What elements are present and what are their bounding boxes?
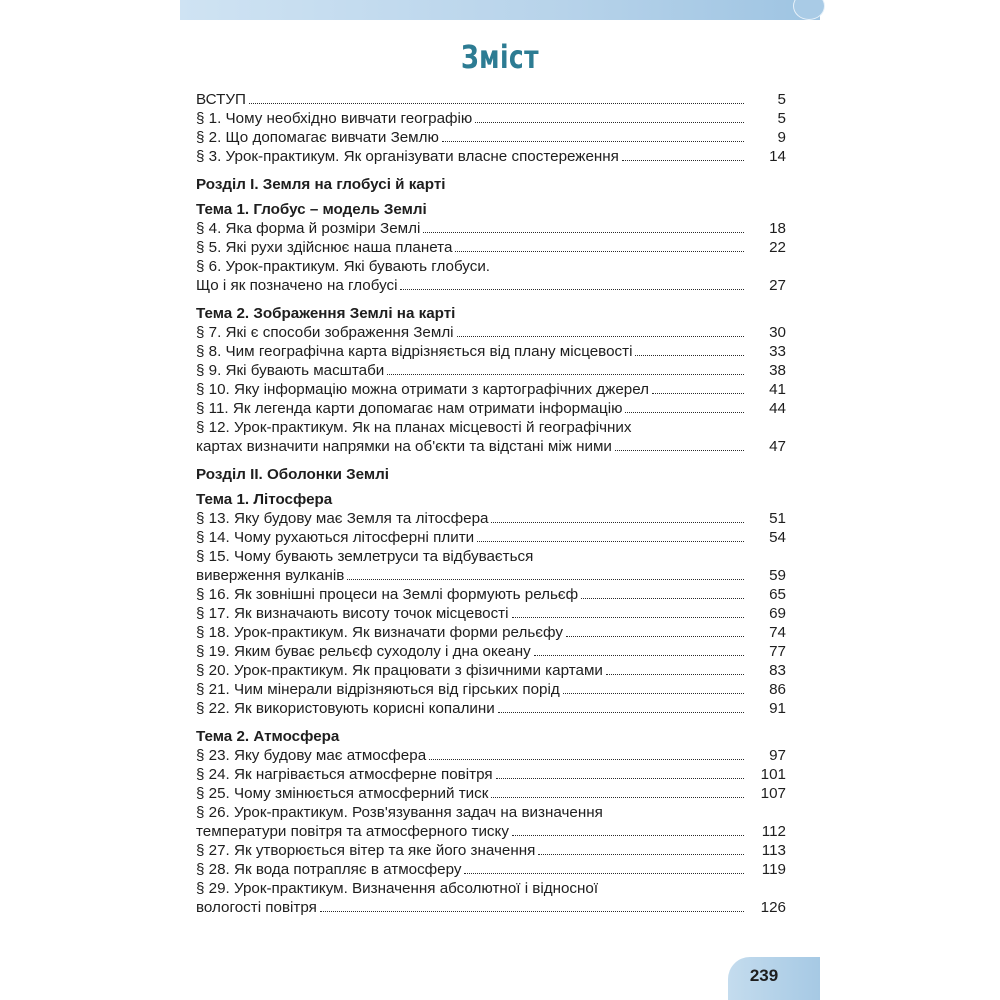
topic-title: Тема 1. Літосфера	[196, 491, 333, 508]
toc-topic-entries	[196, 509, 786, 718]
toc-entry-page: 119	[761, 861, 786, 878]
dot-leader	[635, 342, 744, 356]
toc-topic-entries	[196, 219, 786, 295]
toc-entry	[196, 128, 786, 147]
toc-entry	[196, 604, 786, 623]
toc-entry-text: § 26. Урок-практикум. Розв'язування задач на визначення	[196, 804, 603, 821]
toc-entry-page: 65	[769, 586, 786, 603]
toc-entry	[196, 342, 786, 361]
section-title: Розділ І. Земля на глобусі й карті	[196, 176, 446, 193]
toc-entry	[196, 860, 786, 879]
toc-entry-text: § 3. Урок-практикум. Як організувати власне спостереження	[196, 148, 619, 165]
toc-entry	[196, 585, 786, 604]
toc-entry-text: § 16. Як зовнішні процеси на Землі формують рельєф	[196, 586, 579, 603]
toc-entry	[196, 380, 786, 399]
toc-entry-page: 91	[769, 700, 786, 717]
toc-entry-text: § 23. Яку будову має атмосфера	[196, 747, 427, 764]
toc-entry-page: 59	[769, 567, 786, 584]
toc-entry	[196, 437, 786, 456]
toc-entry-text: § 25. Чому змінюється атмосферний тиск	[196, 785, 489, 802]
toc-entry-page: 113	[761, 842, 786, 859]
toc-entry-text: § 12. Урок-практикум. Як на планах місцевості й географічних	[196, 419, 632, 436]
toc-entry-page: 126	[760, 899, 786, 916]
dot-leader	[534, 642, 744, 656]
toc-entry-text: § 6. Урок-практикум. Які бувають глобуси.	[196, 258, 491, 275]
toc-entry-page: 54	[769, 529, 786, 546]
topic-title: Тема 2. Атмосфера	[196, 728, 340, 745]
section-title: Розділ ІІ. Оболонки Землі	[196, 466, 389, 483]
toc-entry	[196, 219, 786, 238]
topic-title: Тема 1. Глобус – модель Землі	[196, 201, 427, 218]
toc-entry	[196, 746, 786, 765]
toc-entry-page: 27	[769, 277, 786, 294]
dot-leader	[498, 699, 744, 713]
toc-entry-text: температури повітря та атмосферного тиску	[196, 823, 509, 840]
toc-entry-text: § 8. Чим географічна карта відрізняється від плану місцевості	[196, 343, 633, 360]
toc-intro	[196, 90, 786, 166]
toc-entry-text: § 4. Яка форма й розміри Землі	[196, 220, 421, 237]
toc-entry-text: § 19. Яким буває рельєф суходолу і дна океану	[196, 643, 531, 660]
toc-entry	[196, 803, 786, 822]
toc-entry-page: 44	[769, 400, 786, 417]
toc-entry	[196, 418, 786, 437]
dot-leader	[581, 585, 744, 599]
toc-entry-text: § 21. Чим мінерали відрізняються від гірських порід	[196, 681, 560, 698]
toc-entry-text: § 14. Чому рухаються літосферні плити	[196, 529, 475, 546]
dot-leader	[387, 361, 744, 375]
dot-leader	[249, 90, 744, 104]
toc-entry	[196, 509, 786, 528]
toc-entry	[196, 680, 786, 699]
toc-entry-text: ВСТУП	[196, 91, 246, 108]
dot-leader	[429, 746, 744, 760]
toc-entry	[196, 147, 786, 166]
toc-entry-text: Що і як позначено на глобусі	[196, 277, 398, 294]
dot-leader	[491, 509, 744, 523]
toc-entry-page: 97	[769, 747, 786, 764]
toc-entry	[196, 898, 786, 917]
toc-entry	[196, 661, 786, 680]
toc-entry-page: 107	[760, 785, 786, 802]
toc-entry-page: 14	[769, 148, 786, 165]
toc-entry-page: 18	[769, 220, 786, 237]
toc-entry-text: § 27. Як утворюється вітер та яке його значення	[196, 842, 536, 859]
dot-leader	[457, 323, 744, 337]
toc-topic-entries	[196, 323, 786, 456]
toc-entry	[196, 822, 786, 841]
top-decorative-band	[180, 0, 820, 20]
toc-entry	[196, 566, 786, 585]
toc-entry-page: 112	[761, 823, 786, 840]
toc-entry-page: 83	[769, 662, 786, 679]
dot-leader	[400, 276, 744, 290]
toc-entry-page: 5	[777, 91, 786, 108]
toc-entry-text: § 15. Чому бувають землетруси та відбувається	[196, 548, 534, 565]
toc-entry-text: вологості повітря	[196, 899, 317, 916]
toc-entry	[196, 238, 786, 257]
toc-entry-page: 69	[769, 605, 786, 622]
toc-entry	[196, 361, 786, 380]
toc-entry-page: 30	[769, 324, 786, 341]
toc-entry	[196, 90, 786, 109]
dot-leader	[615, 437, 744, 451]
toc-entry-page: 86	[769, 681, 786, 698]
toc-entry-page: 101	[760, 766, 786, 783]
toc-entry	[196, 528, 786, 547]
dot-leader	[652, 380, 744, 394]
toc-entry-page: 5	[777, 110, 786, 127]
toc-entry-text: § 10. Яку інформацію можна отримати з картографічних джерел	[196, 381, 650, 398]
dot-leader	[423, 219, 744, 233]
toc-entry	[196, 276, 786, 295]
dot-leader	[512, 822, 744, 836]
toc-entry-page: 51	[769, 510, 786, 527]
toc-entry	[196, 699, 786, 718]
toc-entry-page: 77	[769, 643, 786, 660]
toc-entry-page: 22	[769, 239, 786, 256]
dot-leader	[566, 623, 744, 637]
toc-topic-entries	[196, 746, 786, 917]
table-of-contents	[196, 90, 786, 917]
toc-entry-text: § 17. Як визначають висоту точок місцевості	[196, 605, 509, 622]
dot-leader	[347, 566, 744, 580]
page-title: Зміст	[461, 38, 539, 76]
toc-entry	[196, 841, 786, 860]
toc-entry-text: § 11. Як легенда карти допомагає нам отримати інформацію	[196, 400, 623, 417]
toc-entry-text: § 22. Як використовують корисні копалини	[196, 700, 495, 717]
dot-leader	[622, 147, 744, 161]
toc-entry	[196, 257, 786, 276]
toc-entry-text: § 13. Яку будову має Земля та літосфера	[196, 510, 489, 527]
toc-entry-page: 47	[769, 438, 786, 455]
toc-entry-text: § 29. Урок-практикум. Визначення абсолютної і відносної	[196, 880, 599, 897]
dot-leader	[464, 860, 744, 874]
toc-entry-page: 38	[769, 362, 786, 379]
toc-entry	[196, 765, 786, 784]
toc-entry	[196, 323, 786, 342]
toc-entry-page: 9	[777, 129, 786, 146]
toc-entry-text: § 28. Як вода потрапляє в атмосферу	[196, 861, 462, 878]
toc-entry-text: § 2. Що допомагає вивчати Землю	[196, 129, 439, 146]
dot-leader	[538, 841, 744, 855]
toc-entry-text: § 18. Урок-практикум. Як визначати форми рельєфу	[196, 624, 563, 641]
dot-leader	[475, 109, 744, 123]
dot-leader	[455, 238, 744, 252]
toc-entry-text: виверження вулканів	[196, 567, 345, 584]
dot-leader	[625, 399, 744, 413]
toc-entry-text: § 1. Чому необхідно вивчати географію	[196, 110, 473, 127]
dot-leader	[563, 680, 744, 694]
toc-entry-text: § 7. Які є способи зображення Землі	[196, 324, 454, 341]
topic-title: Тема 2. Зображення Землі на карті	[196, 305, 456, 322]
dot-leader	[320, 898, 744, 912]
dot-leader	[442, 128, 744, 142]
toc-entry-text: § 24. Як нагрівається атмосферне повітря	[196, 766, 493, 783]
toc-entry-text: § 9. Які бувають масштаби	[196, 362, 385, 379]
toc-entry-text: § 5. Які рухи здійснює наша планета	[196, 239, 453, 256]
toc-entry-page: 41	[769, 381, 786, 398]
toc-entry	[196, 547, 786, 566]
dot-leader	[491, 784, 744, 798]
toc-entry-page: 74	[769, 624, 786, 641]
toc-entry	[196, 784, 786, 803]
dot-leader	[496, 765, 744, 779]
toc-entry-text: § 20. Урок-практикум. Як працювати з фізичними картами	[196, 662, 603, 679]
toc-entry	[196, 109, 786, 128]
toc-entry	[196, 879, 786, 898]
dot-leader	[477, 528, 744, 542]
toc-entry	[196, 399, 786, 418]
toc-entry-page: 33	[769, 343, 786, 360]
page-number: 239	[749, 966, 779, 985]
toc-entry	[196, 623, 786, 642]
dot-leader	[606, 661, 744, 675]
toc-entry	[196, 642, 786, 661]
toc-entry-text: картах визначити напрямки на об'єкти та відстані між ними	[196, 438, 612, 455]
dot-leader	[512, 604, 745, 618]
